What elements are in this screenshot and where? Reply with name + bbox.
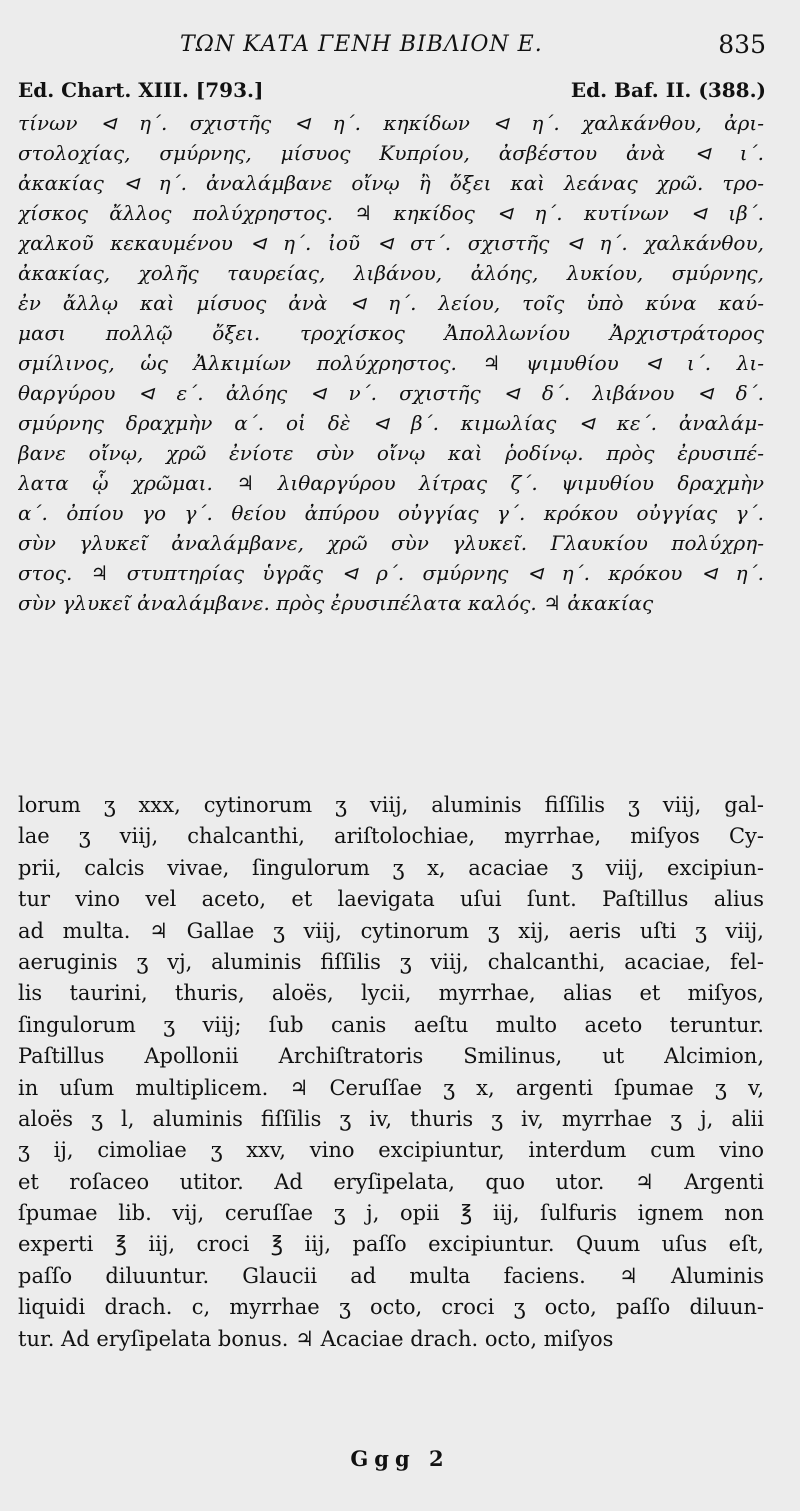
greek-line: σὺν γλυκεῖ ἀναλάμβανε, χρῶ σὺν γλυκεῖ. Γλαυκίου πολύχρη- (18, 531, 764, 555)
greek-line: βανε οἴνῳ, χρῶ ἐνίοτε σὺν οἴνῳ καὶ ῥοδίνῳ. πρὸς ἐρυσιπέ- (18, 441, 764, 465)
latin-line: tur vino vel aceto, et laevigata uſui ſunt. Paſtillus alius (18, 887, 764, 912)
greek-line: στολοχίας, σμύρνης, μίσυος Κυπρίου, ἀσβέστου ἀνὰ ⊲ ι΄. (18, 141, 764, 165)
latin-line: tur. Ad eryſipelata bonus. ♃ Acaciae drach. octo, miſyos (18, 1326, 614, 1351)
latin-line: aeruginis ʒ vj, aluminis fiſſilis ʒ viij, chalcanthi, acaciae, fel- (18, 949, 764, 974)
greek-line: ἐν ἄλλῳ καὶ μίσυος ἀνὰ ⊲ η΄. λείου, τοῖς ὑπὸ κύνα καύ- (18, 291, 764, 315)
running-title: ΤΩΝ ΚΑΤΑ ΓΕΝΗ ΒΙΒΛΙΟΝ Ε. (180, 32, 543, 57)
latin-line: Paſtillus Apollonii Archiſtratoris Smilinus, ut Alcimion, (18, 1044, 764, 1069)
latin-line: liquidi drach. c, myrrhae ʒ octo, croci ʒ octo, paſſo diluun- (18, 1295, 764, 1320)
latin-line: lorum ʒ xxx, cytinorum ʒ viij, aluminis fiſſilis ʒ viij, gal- (18, 793, 764, 817)
edition-chartier: Ed. Chart. XIII. [793.] (18, 78, 264, 102)
latin-line: lis taurini, thuris, aloës, lycii, myrrhae, alias et miſyos, (18, 981, 764, 1006)
greek-line: ἀκακίας ⊲ η΄. ἀναλάμβανε οἴνῳ ἢ ὄξει καὶ λεάνας χρῶ. τρο- (18, 171, 764, 195)
latin-line: experti ℥ iij, croci ℥ iij, paſſo excipiuntur. Quum uſus eſt, (18, 1232, 764, 1257)
greek-line: θαργύρου ⊲ ε΄. ἀλόης ⊲ ν΄. σχιστῆς ⊲ δ΄. λιβάνου ⊲ δ΄. (18, 381, 764, 405)
running-head (0, 30, 800, 64)
greek-line: σμύρνης δραχμὴν α΄. οἱ δὲ ⊲ β΄. κιμωλίας ⊲ κε΄. ἀναλάμ- (18, 411, 764, 435)
latin-line: ſingulorum ʒ viij; ſub canis aeſtu multo aceto teruntur. (18, 1012, 764, 1037)
latin-line: ad multa. ♃ Gallae ʒ viij, cytinorum ʒ xij, aeris uſti ʒ viij, (18, 918, 764, 943)
printer-signature: Ggg 2 (350, 1446, 450, 1471)
greek-line: ἀκακίας, χολῆς ταυρείας, λιβάνου, ἀλόης, λυκίου, σμύρνης, (18, 261, 764, 285)
latin-line: paſſo diluuntur. Glaucii ad multa faciens. ♃ Aluminis (18, 1263, 764, 1288)
greek-line: στος. ♃ στυπτηρίας ὑγρᾶς ⊲ ρ΄. σμύρνης ⊲ η΄. κρόκου ⊲ η΄. (18, 561, 764, 585)
page-number: 835 (718, 30, 766, 59)
greek-line: χίσκος ἄλλος πολύχρηστος. ♃ κηκίδος ⊲ η΄. κυτίνων ⊲ ιβ΄. (18, 201, 764, 225)
latin-line: ſpumae lib. vij, ceruſſae ʒ j, opii ℥ iij, ſulfuris ignem non (18, 1201, 764, 1226)
greek-line: μασι πολλῷ ὄξει. τροχίσκος Ἀπολλωνίου Ἀρχιστράτορος (18, 321, 764, 345)
greek-line: τίνων ⊲ η΄. σχιστῆς ⊲ η΄. κηκίδων ⊲ η΄. χαλκάνθου, ἀρι- (18, 111, 764, 135)
latin-line: aloës ʒ l, aluminis fiſſilis ʒ iv, thuris ʒ iv, myrrhae ʒ j, alii (18, 1106, 764, 1131)
edition-basel: Ed. Baf. II. (388.) (570, 78, 766, 102)
latin-text-block (18, 790, 764, 1355)
greek-text-block (18, 108, 764, 618)
greek-line: λατα ᾧ χρῶμαι. ♃ λιθαργύρου λίτρας ζ΄. ψιμυθίου δραχμὴν (18, 471, 764, 495)
greek-line: σμίλινος, ὡς Ἀλκιμίων πολύχρηστος. ♃ ψιμυθίου ⊲ ι΄. λι- (18, 351, 764, 375)
latin-line: ʒ ij, cimoliae ʒ xxv, vino excipiuntur, interdum cum vino (18, 1138, 764, 1163)
greek-line: σὺν γλυκεῖ ἀναλάμβανε. πρὸς ἐρυσιπέλατα καλός. ♃ ἀκακίας (18, 591, 654, 615)
latin-line: lae ʒ viij, chalcanthi, ariſtolochiae, myrrhae, miſyos Cy- (18, 824, 764, 849)
edition-references (18, 78, 766, 106)
latin-line: prii, calcis vivae, ſingulorum ʒ x, acaciae ʒ viij, excipiun- (18, 855, 764, 880)
latin-line: et roſaceo utitor. Ad eryſipelata, quo utor. ♃ Argenti (18, 1169, 764, 1194)
latin-line: in uſum multiplicem. ♃ Ceruſſae ʒ x, argenti ſpumae ʒ v, (18, 1075, 764, 1100)
greek-line: α΄. ὀπίου γο γ΄. θείου ἀπύρου οὐγγίας γ΄. κρόκου οὐγγίας γ΄. (18, 501, 764, 525)
greek-line: χαλκοῦ κεκαυμένου ⊲ η΄. ἰοῦ ⊲ στ΄. σχιστῆς ⊲ η΄. χαλκάνθου, (18, 231, 764, 255)
